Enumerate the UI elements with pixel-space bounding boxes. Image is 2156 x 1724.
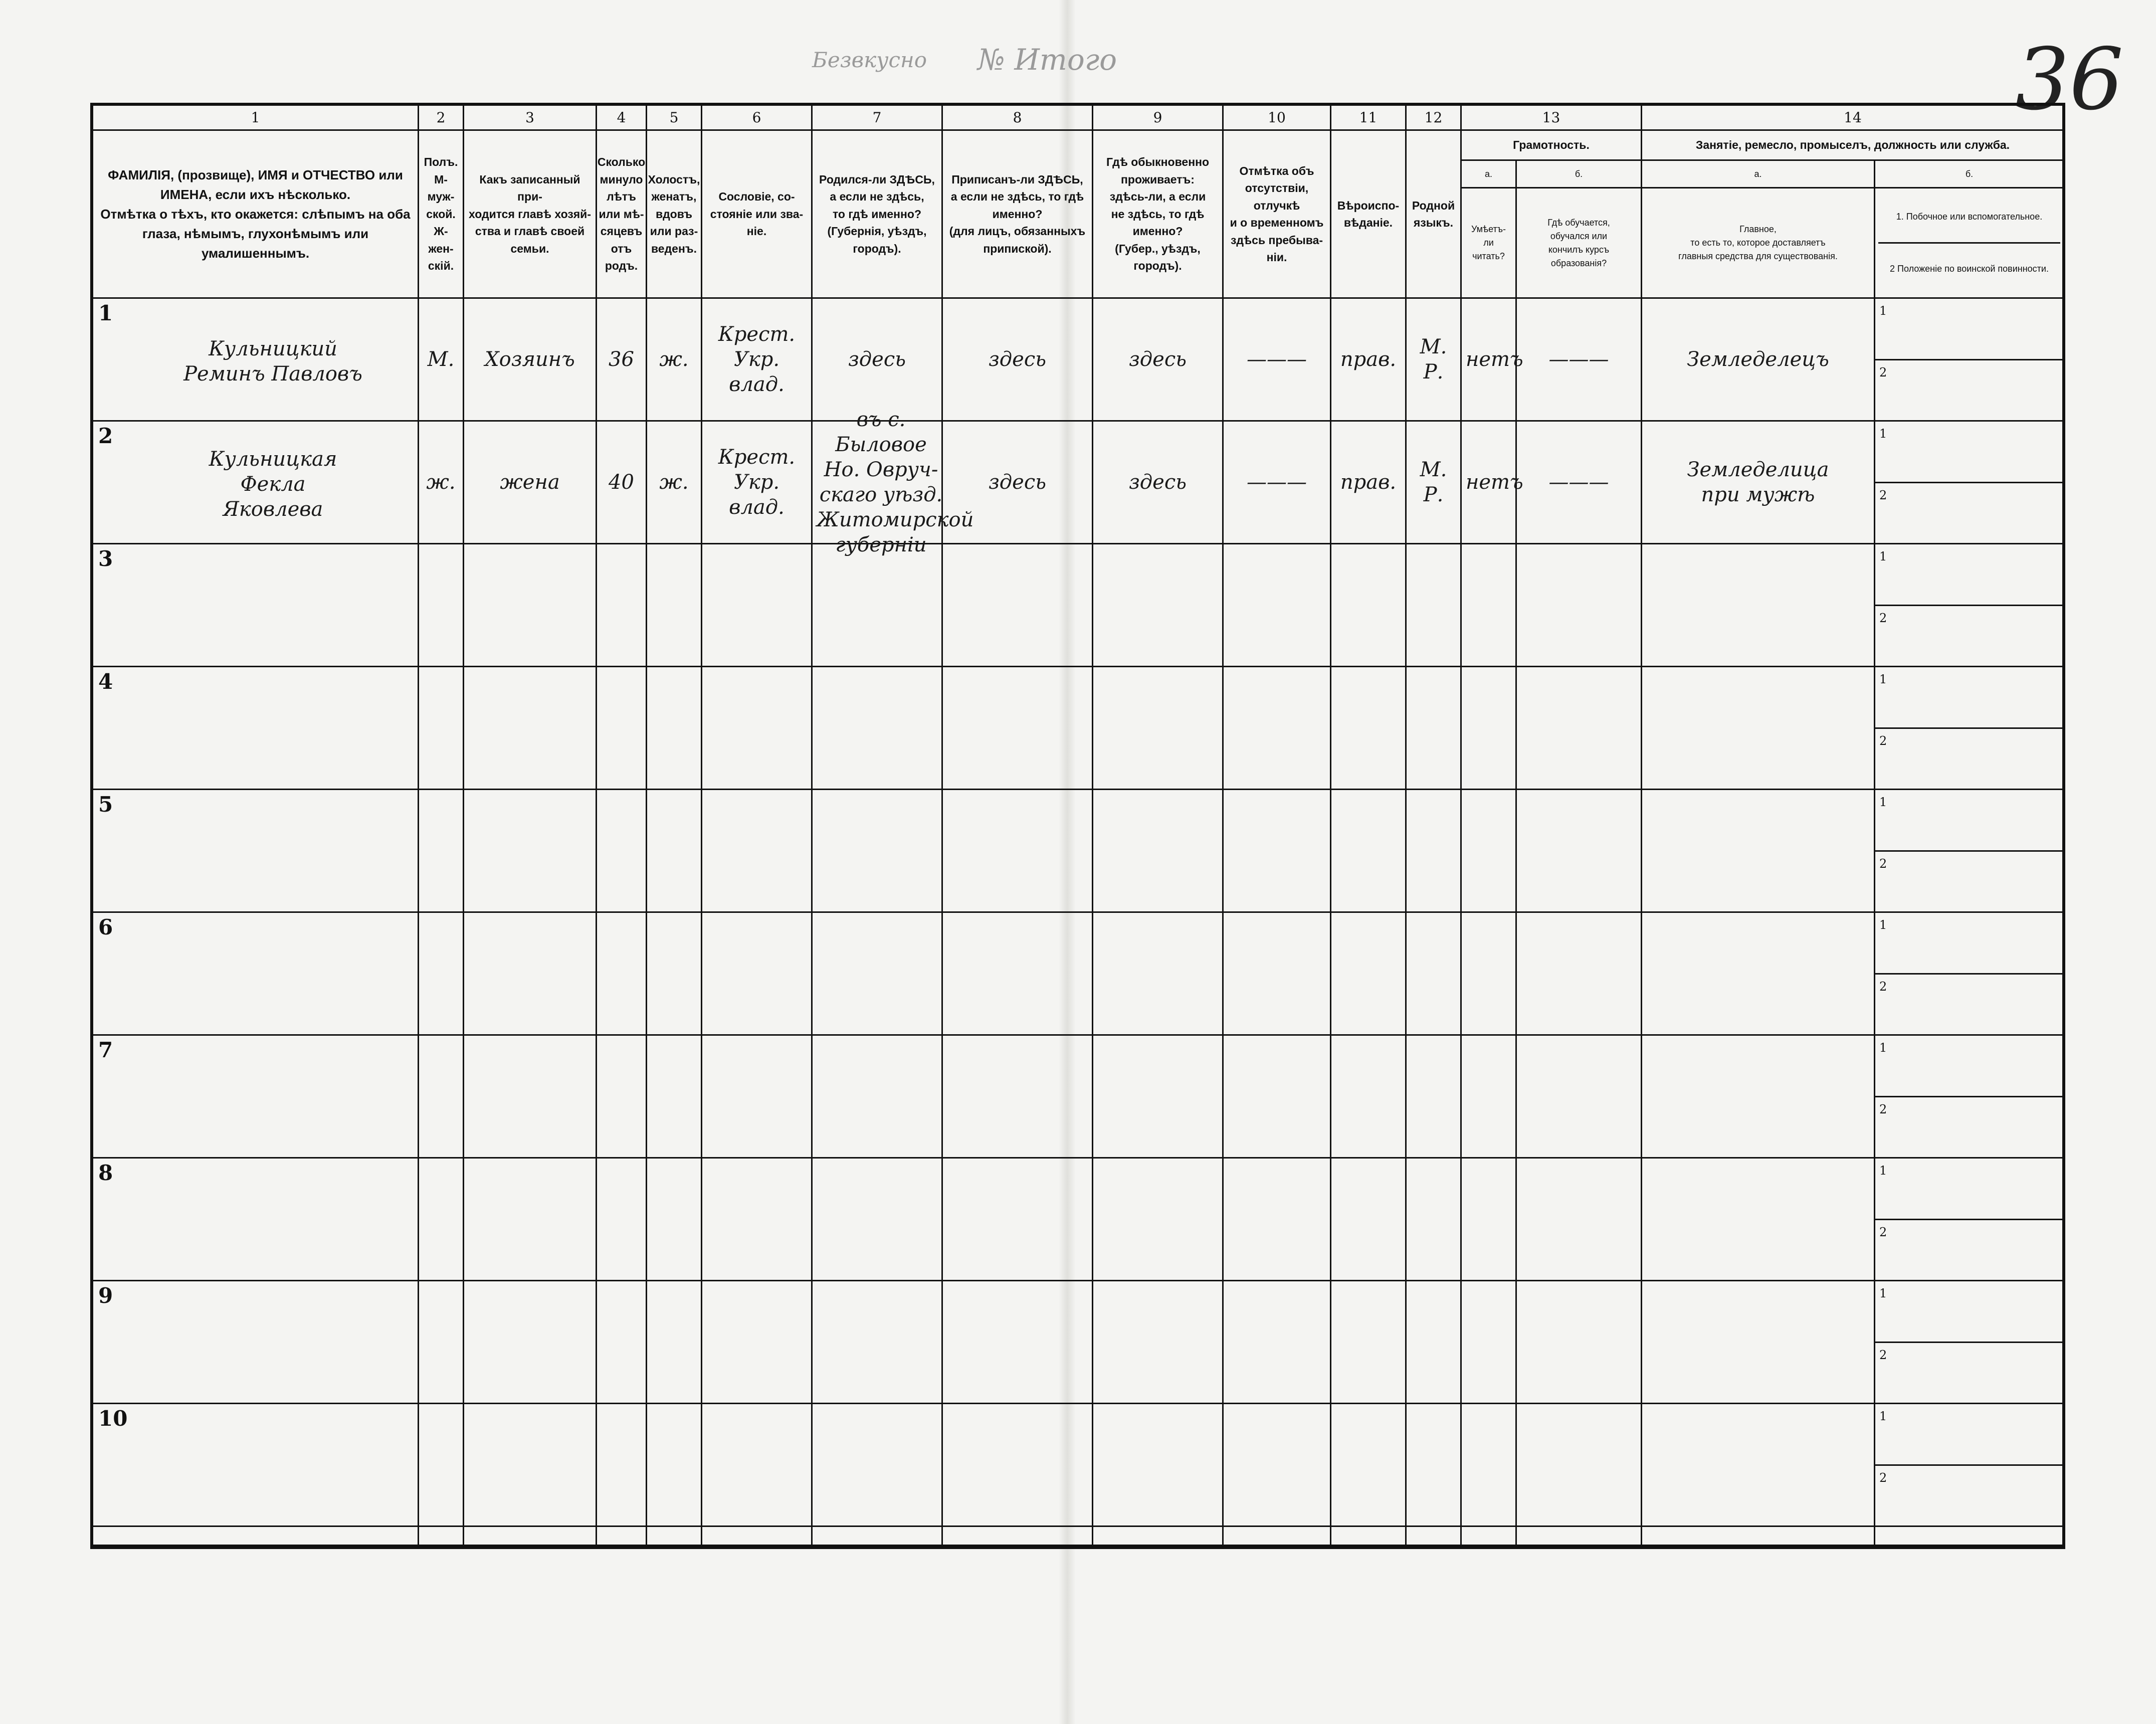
handwritten-occupation: Земледелецъ — [1687, 348, 1829, 371]
row-1-age-cell[interactable] — [597, 299, 647, 422]
row-number: 9 — [98, 1283, 113, 1308]
row-10-sex-cell[interactable] — [419, 1404, 464, 1527]
row-10-name-cell[interactable] — [93, 1404, 419, 1527]
row-1-sex-cell[interactable] — [419, 299, 464, 422]
row-7-relation-cell[interactable] — [464, 1036, 597, 1159]
row-1-relation-cell[interactable] — [464, 299, 597, 422]
row-10-absence-cell[interactable] — [1224, 1404, 1331, 1527]
handwritten-age: 36 — [609, 348, 634, 371]
row-10-occupation-secondary-cell[interactable] — [1875, 1404, 2063, 1527]
row-9-schooling-cell[interactable] — [1517, 1281, 1642, 1404]
footer-blank-cell — [93, 1527, 419, 1546]
literacy-can-read-header: Умѣетъ- ли читать? — [1462, 188, 1517, 299]
column-header: Родной языкъ. — [1407, 131, 1462, 299]
row-3-literate-cell[interactable] — [1462, 544, 1517, 667]
row-9-sex-cell[interactable] — [419, 1281, 464, 1404]
column-number: 13 — [1462, 106, 1642, 131]
row-8-registered-cell[interactable] — [943, 1159, 1093, 1281]
row-4-born-cell[interactable] — [813, 667, 943, 790]
subline-number: 2 — [1879, 1225, 1887, 1239]
handwritten-resides: здесь — [1128, 471, 1187, 494]
row-1-schooling-cell[interactable] — [1517, 299, 1642, 422]
row-7-language-cell[interactable] — [1407, 1036, 1462, 1159]
row-2-absence-cell[interactable] — [1224, 422, 1331, 544]
row-3-relation-cell[interactable] — [464, 544, 597, 667]
handwritten-registered: здесь — [988, 471, 1047, 494]
row-8-marital-cell[interactable] — [647, 1159, 702, 1281]
row-6-age-cell[interactable] — [597, 913, 647, 1036]
row-1-religion-cell[interactable] — [1331, 299, 1407, 422]
handwritten-resides: здесь — [1128, 348, 1187, 371]
row-9-absence-cell[interactable] — [1224, 1281, 1331, 1404]
row-5-estate-cell[interactable] — [702, 790, 813, 913]
row-1-occupation-cell[interactable] — [1642, 299, 1875, 422]
row-8-name-cell[interactable] — [93, 1159, 419, 1281]
row-7-schooling-cell[interactable] — [1517, 1036, 1642, 1159]
row-2-occupation-cell[interactable] — [1642, 422, 1875, 544]
column-number: 10 — [1224, 106, 1331, 131]
column-number: 3 — [464, 106, 597, 131]
row-7-name-cell[interactable] — [93, 1036, 419, 1159]
row-5-born-cell[interactable] — [813, 790, 943, 913]
row-number: 10 — [98, 1406, 128, 1431]
row-number: 5 — [98, 792, 113, 817]
column-number: 5 — [647, 106, 702, 131]
handwritten-language: М. Р. — [1420, 458, 1447, 506]
occupation-secondary-header-line: 2 Положеніе по воинской повинности. — [1878, 242, 2060, 294]
row-number: 1 — [98, 301, 113, 325]
footer-blank-cell — [1093, 1527, 1224, 1546]
row-number: 3 — [98, 546, 113, 571]
row-8-born-cell[interactable] — [813, 1159, 943, 1281]
row-2-sex-cell[interactable] — [419, 422, 464, 544]
column-header: Гдѣ обыкновенно проживаетъ: здѣсь-ли, а если не здѣсь, то гдѣ именно? (Губер., уѣздъ, городъ). — [1093, 131, 1224, 299]
row-6-relation-cell[interactable] — [464, 913, 597, 1036]
subline-number: 2 — [1879, 1102, 1887, 1116]
footer-blank-cell — [464, 1527, 597, 1546]
row-10-schooling-cell[interactable] — [1517, 1404, 1642, 1527]
row-2-registered-cell[interactable] — [943, 422, 1093, 544]
column-number: 12 — [1407, 106, 1462, 131]
row-5-relation-cell[interactable] — [464, 790, 597, 913]
handwritten-literate: нетъ — [1466, 348, 1523, 371]
row-9-language-cell[interactable] — [1407, 1281, 1462, 1404]
row-5-registered-cell[interactable] — [943, 790, 1093, 913]
row-9-occupation-cell[interactable] — [1642, 1281, 1875, 1404]
row-2-occupation-secondary-cell[interactable] — [1875, 422, 2063, 544]
handwritten-relation: Хозяинъ — [485, 348, 575, 371]
handwritten-language: М. Р. — [1420, 335, 1447, 384]
row-10-occupation-cell[interactable] — [1642, 1404, 1875, 1527]
column-number: 14 — [1642, 106, 2063, 131]
row-7-age-cell[interactable] — [597, 1036, 647, 1159]
row-7-resides-cell[interactable] — [1093, 1036, 1224, 1159]
row-3-schooling-cell[interactable] — [1517, 544, 1642, 667]
row-4-sex-cell[interactable] — [419, 667, 464, 790]
row-3-born-cell[interactable] — [813, 544, 943, 667]
subline-number: 1 — [1879, 304, 1887, 318]
occupation-secondary-header-line: 1. Побочное или вспомогательное. — [1896, 212, 2043, 222]
footer-blank-cell — [1462, 1527, 1517, 1546]
handwritten-absence: ——— — [1247, 471, 1307, 494]
row-3-occupation-secondary-cell[interactable] — [1875, 544, 2063, 667]
row-6-schooling-cell[interactable] — [1517, 913, 1642, 1036]
handwritten-sex: М. — [427, 348, 455, 371]
footer-blank-cell — [813, 1527, 943, 1546]
row-7-literate-cell[interactable] — [1462, 1036, 1517, 1159]
subline-number: 1 — [1879, 672, 1887, 686]
column-header: ФАМИЛІЯ, (прозвище), ИМЯ и ОТЧЕСТВО или ИМЕНА, если ихъ нѣсколько. Отмѣтка о тѣхъ, кто окажется: слѣпымъ на оба глаза, нѣмымъ, глухонѣмымъ или умалишеннымъ. — [93, 131, 419, 299]
handwritten-absence: ——— — [1247, 348, 1307, 371]
occupation-secondary-header — [1875, 188, 2063, 299]
occupation-main-header: Главное, то есть то, которое доставляетъ главныя средства для существованія. — [1642, 188, 1875, 299]
row-6-language-cell[interactable] — [1407, 913, 1462, 1036]
footer-blank-cell — [1517, 1527, 1642, 1546]
row-8-religion-cell[interactable] — [1331, 1159, 1407, 1281]
row-4-language-cell[interactable] — [1407, 667, 1462, 790]
occupation-sub-b: б. — [1875, 161, 2063, 188]
footer-blank-cell — [1642, 1527, 1875, 1546]
row-1-estate-cell[interactable] — [702, 299, 813, 422]
row-10-born-cell[interactable] — [813, 1404, 943, 1527]
row-4-religion-cell[interactable] — [1331, 667, 1407, 790]
row-9-age-cell[interactable] — [597, 1281, 647, 1404]
row-4-occupation-cell[interactable] — [1642, 667, 1875, 790]
row-4-registered-cell[interactable] — [943, 667, 1093, 790]
row-1-resides-cell[interactable] — [1093, 299, 1224, 422]
row-8-literate-cell[interactable] — [1462, 1159, 1517, 1281]
row-10-registered-cell[interactable] — [943, 1404, 1093, 1527]
row-3-estate-cell[interactable] — [702, 544, 813, 667]
row-8-schooling-cell[interactable] — [1517, 1159, 1642, 1281]
handwritten-religion: прав. — [1340, 348, 1397, 371]
row-6-sex-cell[interactable] — [419, 913, 464, 1036]
row-5-age-cell[interactable] — [597, 790, 647, 913]
subline-number: 1 — [1879, 918, 1887, 932]
footer-blank-cell — [597, 1527, 647, 1546]
row-1-language-cell[interactable] — [1407, 299, 1462, 422]
row-7-born-cell[interactable] — [813, 1036, 943, 1159]
subline-number: 2 — [1879, 488, 1887, 502]
row-5-marital-cell[interactable] — [647, 790, 702, 913]
row-4-resides-cell[interactable] — [1093, 667, 1224, 790]
row-2-marital-cell[interactable] — [647, 422, 702, 544]
row-9-religion-cell[interactable] — [1331, 1281, 1407, 1404]
subline-number: 1 — [1879, 1286, 1887, 1300]
row-number: 4 — [98, 669, 113, 694]
handwritten-sex: ж. — [426, 471, 456, 494]
row-4-name-cell[interactable] — [93, 667, 419, 790]
subline-number: 1 — [1879, 1041, 1887, 1055]
row-8-sex-cell[interactable] — [419, 1159, 464, 1281]
row-8-age-cell[interactable] — [597, 1159, 647, 1281]
subline-number: 2 — [1879, 611, 1887, 625]
row-4-relation-cell[interactable] — [464, 667, 597, 790]
row-2-estate-cell[interactable] — [702, 422, 813, 544]
row-8-resides-cell[interactable] — [1093, 1159, 1224, 1281]
handwritten-name: Кульницкая Фекла Яковлева — [209, 448, 337, 521]
row-10-resides-cell[interactable] — [1093, 1404, 1224, 1527]
page-number: 36 — [2015, 30, 2124, 129]
literacy-group-header: Грамотность. — [1462, 131, 1642, 161]
row-3-marital-cell[interactable] — [647, 544, 702, 667]
handwritten-registered: здесь — [988, 348, 1047, 371]
footer-blank-cell — [943, 1527, 1093, 1546]
row-1-absence-cell[interactable] — [1224, 299, 1331, 422]
row-2-schooling-cell[interactable] — [1517, 422, 1642, 544]
row-5-occupation-secondary-cell[interactable] — [1875, 790, 2063, 913]
column-number: 1 — [93, 106, 419, 131]
row-6-occupation-cell[interactable] — [1642, 913, 1875, 1036]
census-form-table — [90, 103, 2065, 1549]
row-6-absence-cell[interactable] — [1224, 913, 1331, 1036]
column-header: Какъ записанный при- ходится главѣ хозяй- ства и главѣ своей семьи. — [464, 131, 597, 299]
row-10-literate-cell[interactable] — [1462, 1404, 1517, 1527]
column-header: Отмѣтка объ отсутствіи, отлучкѣ и о временномъ здѣсь пребыва- ніи. — [1224, 131, 1331, 299]
row-3-resides-cell[interactable] — [1093, 544, 1224, 667]
footer-blank-cell — [1407, 1527, 1462, 1546]
column-header: Сколько минуло лѣтъ или мѣ- сяцевъ отъ родъ. — [597, 131, 647, 299]
row-4-schooling-cell[interactable] — [1517, 667, 1642, 790]
row-5-name-cell[interactable] — [93, 790, 419, 913]
handwritten-estate: Крест. Укр. влад. — [718, 446, 796, 519]
row-5-religion-cell[interactable] — [1331, 790, 1407, 913]
row-6-occupation-secondary-cell[interactable] — [1875, 913, 2063, 1036]
handwritten-occupation: Земледелица при мужѣ — [1687, 458, 1829, 506]
row-2-born-cell[interactable] — [813, 408, 974, 556]
footer-blank-cell — [702, 1527, 813, 1546]
row-6-literate-cell[interactable] — [1462, 913, 1517, 1036]
row-9-marital-cell[interactable] — [647, 1281, 702, 1404]
column-number: 8 — [943, 106, 1093, 131]
row-2-age-cell[interactable] — [597, 422, 647, 544]
bleed-through-text-2: № Итого — [977, 43, 1117, 77]
row-1-registered-cell[interactable] — [943, 299, 1093, 422]
row-number: 7 — [98, 1038, 113, 1062]
row-6-marital-cell[interactable] — [647, 913, 702, 1036]
handwritten-relation: жена — [500, 471, 560, 494]
row-5-absence-cell[interactable] — [1224, 790, 1331, 913]
row-6-estate-cell[interactable] — [702, 913, 813, 1036]
row-4-absence-cell[interactable] — [1224, 667, 1331, 790]
row-9-name-cell[interactable] — [93, 1281, 419, 1404]
column-header: Холостъ, женатъ, вдовъ или раз- веденъ. — [647, 131, 702, 299]
row-1-literate-cell[interactable] — [1462, 299, 1523, 422]
occupation-group-header: Занятіе, ремесло, промыселъ, должность или служба. — [1642, 131, 2063, 161]
handwritten-religion: прав. — [1340, 471, 1397, 494]
row-10-relation-cell[interactable] — [464, 1404, 597, 1527]
row-9-occupation-secondary-cell[interactable] — [1875, 1281, 2063, 1404]
row-9-relation-cell[interactable] — [464, 1281, 597, 1404]
row-3-name-cell[interactable] — [93, 544, 419, 667]
handwritten-age: 40 — [609, 471, 634, 494]
row-2-literate-cell[interactable] — [1462, 422, 1523, 544]
row-5-sex-cell[interactable] — [419, 790, 464, 913]
row-number: 6 — [98, 915, 113, 939]
row-1-occupation-secondary-cell[interactable] — [1875, 299, 2063, 422]
row-6-religion-cell[interactable] — [1331, 913, 1407, 1036]
row-3-sex-cell[interactable] — [419, 544, 464, 667]
subline-number: 2 — [1879, 856, 1887, 871]
subline-number: 2 — [1879, 979, 1887, 994]
row-3-language-cell[interactable] — [1407, 544, 1462, 667]
row-10-marital-cell[interactable] — [647, 1404, 702, 1527]
subline-number: 1 — [1879, 1409, 1887, 1423]
row-9-literate-cell[interactable] — [1462, 1281, 1517, 1404]
column-header: Приписанъ-ли ЗДѢСЬ, а если не здѣсь, то гдѣ именно? (для лицъ, обязанныхъ припиской). — [943, 131, 1093, 299]
row-8-language-cell[interactable] — [1407, 1159, 1462, 1281]
row-6-name-cell[interactable] — [93, 913, 419, 1036]
row-6-resides-cell[interactable] — [1093, 913, 1224, 1036]
subline-number: 2 — [1879, 1470, 1887, 1485]
column-number: 4 — [597, 106, 647, 131]
row-8-occupation-secondary-cell[interactable] — [1875, 1159, 2063, 1281]
bleed-through-text-1: Безвкусно — [812, 48, 927, 72]
row-2-name-cell[interactable] — [93, 422, 419, 544]
column-number: 11 — [1331, 106, 1407, 131]
row-7-occupation-secondary-cell[interactable] — [1875, 1036, 2063, 1159]
row-8-estate-cell[interactable] — [702, 1159, 813, 1281]
row-9-born-cell[interactable] — [813, 1281, 943, 1404]
row-10-language-cell[interactable] — [1407, 1404, 1462, 1527]
row-10-age-cell[interactable] — [597, 1404, 647, 1527]
column-number: 2 — [419, 106, 464, 131]
row-4-age-cell[interactable] — [597, 667, 647, 790]
row-5-language-cell[interactable] — [1407, 790, 1462, 913]
footer-blank-cell — [1224, 1527, 1331, 1546]
footer-blank-cell — [647, 1527, 702, 1546]
row-5-literate-cell[interactable] — [1462, 790, 1517, 913]
row-2-resides-cell[interactable] — [1093, 422, 1224, 544]
handwritten-marital: ж. — [659, 471, 689, 494]
handwritten-literate: нетъ — [1466, 471, 1523, 494]
row-3-religion-cell[interactable] — [1331, 544, 1407, 667]
subline-number: 1 — [1879, 427, 1887, 441]
row-4-literate-cell[interactable] — [1462, 667, 1517, 790]
row-9-estate-cell[interactable] — [702, 1281, 813, 1404]
row-7-sex-cell[interactable] — [419, 1036, 464, 1159]
column-number: 9 — [1093, 106, 1224, 131]
row-5-occupation-cell[interactable] — [1642, 790, 1875, 913]
footer-blank-cell — [419, 1527, 464, 1546]
row-number: 8 — [98, 1161, 113, 1185]
occupation-sub-a: а. — [1642, 161, 1875, 188]
row-9-registered-cell[interactable] — [943, 1281, 1093, 1404]
row-3-age-cell[interactable] — [597, 544, 647, 667]
row-5-resides-cell[interactable] — [1093, 790, 1224, 913]
row-8-relation-cell[interactable] — [464, 1159, 597, 1281]
row-7-occupation-cell[interactable] — [1642, 1036, 1875, 1159]
row-8-occupation-cell[interactable] — [1642, 1159, 1875, 1281]
handwritten-born: здесь — [848, 348, 906, 371]
row-4-estate-cell[interactable] — [702, 667, 813, 790]
row-1-marital-cell[interactable] — [647, 299, 702, 422]
literacy-education-header: Гдѣ обучается, обучался или кончилъ курсъ образованія? — [1517, 188, 1642, 299]
row-4-occupation-secondary-cell[interactable] — [1875, 667, 2063, 790]
row-6-registered-cell[interactable] — [943, 913, 1093, 1036]
row-7-absence-cell[interactable] — [1224, 1036, 1331, 1159]
handwritten-schooling: ——— — [1548, 471, 1609, 494]
row-2-relation-cell[interactable] — [464, 422, 597, 544]
row-3-absence-cell[interactable] — [1224, 544, 1331, 667]
column-header: Родился-ли ЗДѢСЬ, а если не здѣсь, то гдѣ именно? (Губернія, уѣздъ, городъ). — [813, 131, 943, 299]
handwritten-name: Кульницкий Реминъ Павловъ — [183, 337, 362, 386]
row-8-absence-cell[interactable] — [1224, 1159, 1331, 1281]
row-2-language-cell[interactable] — [1407, 422, 1462, 544]
row-2-religion-cell[interactable] — [1331, 422, 1407, 544]
subline-number: 1 — [1879, 549, 1887, 563]
subline-number: 2 — [1879, 1348, 1887, 1362]
row-number: 2 — [98, 424, 113, 448]
row-1-name-cell[interactable] — [93, 299, 419, 422]
row-9-resides-cell[interactable] — [1093, 1281, 1224, 1404]
handwritten-born: въ с. Быловое Но. Овруч- скаго уѣзд. Житомирской губерніи — [817, 408, 974, 556]
row-3-occupation-cell[interactable] — [1642, 544, 1875, 667]
handwritten-marital: ж. — [659, 348, 689, 371]
handwritten-schooling: ——— — [1548, 348, 1609, 371]
literacy-sub-b: б. — [1517, 161, 1642, 188]
row-4-marital-cell[interactable] — [647, 667, 702, 790]
subline-number: 2 — [1879, 365, 1887, 379]
row-7-registered-cell[interactable] — [943, 1036, 1093, 1159]
footer-blank-cell — [1331, 1527, 1407, 1546]
literacy-sub-a: а. — [1462, 161, 1517, 188]
row-10-religion-cell[interactable] — [1331, 1404, 1407, 1527]
handwritten-estate: Крест. Укр. влад. — [718, 323, 796, 396]
subline-number: 1 — [1879, 795, 1887, 809]
row-7-religion-cell[interactable] — [1331, 1036, 1407, 1159]
footer-blank-cell — [1875, 1527, 2063, 1546]
column-number: 6 — [702, 106, 813, 131]
row-7-marital-cell[interactable] — [647, 1036, 702, 1159]
subline-number: 1 — [1879, 1164, 1887, 1178]
row-5-schooling-cell[interactable] — [1517, 790, 1642, 913]
row-10-estate-cell[interactable] — [702, 1404, 813, 1527]
column-header: Полъ. М-муж- ской. Ж-жен- скій. — [419, 131, 464, 299]
column-header: Вѣроиспо- вѣданіе. — [1331, 131, 1407, 299]
row-3-registered-cell[interactable] — [943, 544, 1093, 667]
subline-number: 2 — [1879, 733, 1887, 748]
row-6-born-cell[interactable] — [813, 913, 943, 1036]
column-number: 7 — [813, 106, 943, 131]
column-header: Сословіе, со- стояніе или зва- ніе. — [702, 131, 813, 299]
row-7-estate-cell[interactable] — [702, 1036, 813, 1159]
